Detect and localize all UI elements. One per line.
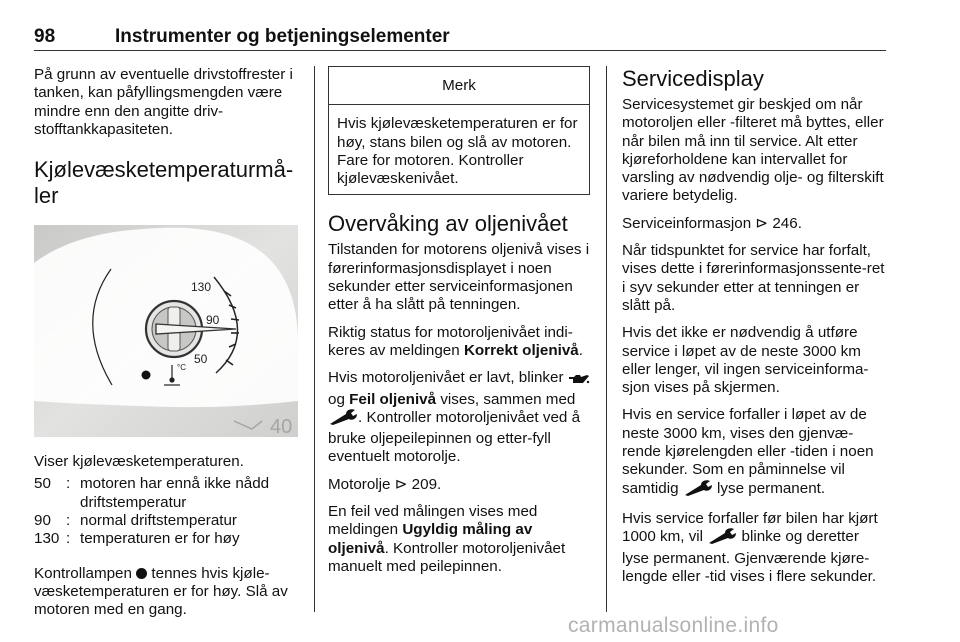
gauge-unit-label: °C: [177, 363, 186, 373]
column-middle: [328, 66, 590, 585]
page-header: [34, 26, 886, 51]
note-box: [328, 66, 590, 195]
service-overdue-text: Hvis service forfaller før bilen har kjørt 1000 km, vil blinke og deretter lyse permanent. Gjenværende kjøre-lengde eller -tid vises i flere sekunder.: [622, 509, 878, 585]
measurement-error-text: En feil ved målingen vises med meldingen Ugyldig måling av oljenivå. Kontroller motoroljenivået manuelt med peilepinnen.: [328, 503, 566, 575]
table-row: 90 : normal driftstemperatur: [34, 512, 237, 530]
wrench-icon: [328, 409, 358, 430]
gauge-value-table: [34, 475, 302, 548]
note-title: Merk: [329, 67, 589, 105]
oil-can-icon: [568, 372, 590, 390]
gauge-mark-90: 90: [206, 313, 220, 328]
oil-level-low-text: Hvis motoroljenivået er lavt, blinker og Feil oljenivå vises, sammen med . Kontroller motoroljenivået ved å bruke oljepeilepinnen og etter-fyll eventuelt motorolje.: [328, 369, 590, 466]
service-info-reference: Serviceinformasjon ⊳ 246.: [622, 214, 802, 232]
wrench-icon: [707, 528, 737, 549]
column-right: [622, 66, 888, 595]
gauge-mark-130: 130: [191, 280, 212, 295]
table-row: 130 : temperaturen er for høy: [34, 530, 240, 548]
oil-level-correct-text: Riktig status for motoroljenivået indi-keres av meldingen Korrekt oljenivå.: [328, 323, 583, 359]
fuel-intro-text: På grunn av eventuelle drivstoffrester i tanken, kan påfyllingsmengden være mindre enn den angitte driv-stofftankkapasiteten.: [34, 66, 293, 138]
wrong-oil-level-message: Feil oljenivå: [349, 390, 437, 408]
correct-oil-level-message: Korrekt oljenivå: [463, 341, 579, 359]
warning-lamp-dot: [142, 371, 151, 380]
warning-lamp-text: Kontrollampen tennes hvis kjøle-væsketemperaturen er for høy. Slå av motoren med en gang.: [34, 564, 288, 619]
page-reference-arrow-icon: ⊳: [755, 214, 769, 232]
service-due-text: Når tidspunktet for service har forfalt, vises dette i førerinformasjonssente-ret i syv sekunder etter at tenningen er slått på.: [622, 242, 885, 314]
page-number: 98: [34, 26, 56, 47]
column-divider: [314, 66, 315, 612]
column-divider: [606, 66, 607, 612]
warning-lamp-icon: [136, 568, 147, 579]
note-body: Hvis kjølevæsketemperaturen er for høy, stans bilen og slå av motoren. Fare for motoren. Kontroller kjølevæskenivået.: [337, 115, 578, 188]
gauge-reflection-label: 40: [270, 416, 293, 438]
coolant-gauge-heading: Kjølevæsketemperaturmå-ler: [34, 157, 294, 209]
page-title: Instrumenter og betjeningselementer: [115, 26, 450, 47]
service-upcoming-text: Hvis en service forfaller i løpet av de neste 3000 km, vises den gjenvæ-rende kjørelengden eller -tiden i noen sekunder. Som en påminnelse vil samtidig lyse permanent.: [622, 406, 888, 500]
wrench-icon: [683, 480, 713, 501]
gauge-mark-50: 50: [194, 352, 208, 367]
invalid-measurement-message: Ugyldig måling av oljenivå: [328, 521, 533, 557]
engine-oil-reference: Motorolje ⊳ 209.: [328, 475, 442, 493]
coolant-gauge-figure: [34, 225, 298, 437]
column-left: [34, 66, 302, 629]
watermark: carmanualsonline.info: [568, 614, 779, 637]
table-row: 50 : motoren har ennå ikke nådd driftstemperatur: [34, 475, 270, 511]
oil-level-intro: Tilstanden for motorens oljenivå vises i førerinformasjonsdisplayet i noen sekunder etter serviceinformasjonen etter å ha slått på tenningen.: [328, 241, 590, 314]
service-intro: Servicesystemet gir beskjed om når motoroljen eller -filteret må byttes, eller når bilen må inn til service. Alt etter kjøreforholdene kan intervallet for varsling av nødvendig olje- og filterskift variere betydelig.: [622, 96, 884, 205]
no-service-text: Hvis det ikke er nødvendig å utføre service i løpet av de neste 3000 km eller lenger, vil ingen serviceinforma-sjon vises på skjermen.: [622, 324, 869, 397]
oil-level-heading: Overvåking av oljenivået: [328, 211, 568, 237]
page-reference-arrow-icon: ⊳: [394, 475, 408, 493]
gauge-caption: Viser kjølevæsketemperaturen.: [34, 453, 244, 471]
coolant-gauge-illustration: [34, 225, 298, 437]
service-display-heading: Servicedisplay: [622, 66, 764, 91]
